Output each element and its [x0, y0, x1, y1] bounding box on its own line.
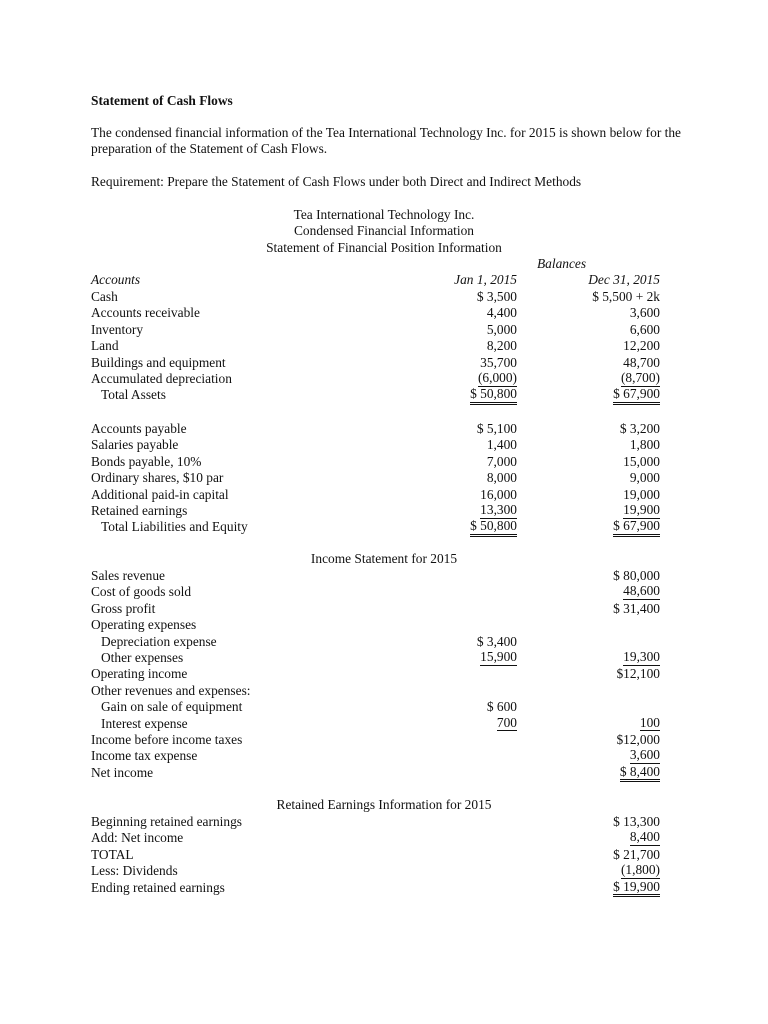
- assets-value-jan: $ 3,500: [476, 289, 517, 304]
- income-row-gain-on-sale-of-equipment: [91, 699, 661, 715]
- liabilities-row-bonds-payable-10: [91, 454, 661, 470]
- assets-row-cash: [91, 289, 661, 305]
- assets-value-jan: (6,000): [477, 370, 517, 385]
- assets-label: Cash: [91, 289, 118, 304]
- subtitle-financial-position: Statement of Financial Position Information: [266, 240, 502, 255]
- assets-value-dec: (8,700): [620, 370, 660, 385]
- liabilities-value-jan: $ 5,100: [476, 421, 517, 436]
- dec-column-header: Dec 31, 2015: [588, 272, 660, 287]
- income-value-c2: 100: [639, 714, 660, 730]
- subtitle-condensed: Condensed Financial Information: [294, 223, 474, 238]
- retained-value-c2: (1,800): [620, 862, 660, 878]
- income-row-income-tax-expense: [91, 748, 661, 764]
- income-label: Income tax expense: [91, 748, 198, 764]
- income-value-c2: 3,600: [629, 747, 660, 763]
- liabilities-value-dec: 1,800: [629, 437, 660, 453]
- retained-row-beginning-retained-earnings: [91, 814, 661, 830]
- income-value-c1: 15,900: [480, 649, 517, 664]
- liabilities-label: Ordinary shares, $10 par: [91, 470, 224, 486]
- income-row-sales-revenue: [91, 568, 661, 584]
- liabilities-label: Salaries payable: [91, 437, 179, 453]
- income-value-c1: $ 600: [486, 699, 517, 715]
- liabilities-row-accounts-payable: [91, 421, 661, 437]
- income-value-c2: $12,000: [616, 732, 660, 747]
- accounts-column-header: Accounts: [91, 272, 141, 287]
- assets-value-jan: 4,400: [486, 305, 517, 321]
- assets-label: Buildings and equipment: [91, 354, 226, 370]
- requirement-text: Requirement: Prepare the Statement of Cash Flows under both Direct and Indirect Methods: [91, 174, 582, 189]
- income-row-net-income: [91, 765, 661, 781]
- income-label: Income before income taxes: [91, 732, 243, 747]
- balances-label: Balances: [537, 256, 587, 271]
- retained-row-less-dividends: [91, 863, 661, 879]
- liabilities-value-dec: 15,000: [623, 453, 660, 469]
- document-heading: Statement of Cash Flows: [91, 93, 233, 108]
- retained-row-ending-retained-earnings: [91, 880, 661, 896]
- income-value-c2: $ 80,000: [613, 568, 660, 583]
- liabilities-value-dec: 9,000: [629, 470, 660, 486]
- assets-value-dec: 6,600: [629, 321, 660, 337]
- retained-row-total: [91, 847, 661, 863]
- income-row-other-revenues-and-expenses: [91, 683, 661, 699]
- assets-value-jan: 35,700: [480, 354, 517, 370]
- liabilities-label: Retained earnings: [91, 503, 188, 518]
- income-row-cost-of-goods-sold: [91, 584, 661, 600]
- liabilities-value-dec: 19,900: [623, 502, 660, 517]
- assets-value-jan: 8,200: [486, 338, 517, 354]
- liabilities-label: Accounts payable: [91, 421, 187, 436]
- income-row-interest-expense: [91, 716, 661, 732]
- intro-paragraph: The condensed financial information of the Tea International Technology Inc. for 2015 is shown below for the preparation of the Statement of Cash Flows.: [91, 125, 681, 157]
- assets-row-inventory: [91, 322, 661, 338]
- liabilities-value-jan: 7,000: [486, 453, 517, 469]
- retained-row-add-net-income: [91, 830, 661, 846]
- income-statement-title: Income Statement for 2015: [310, 551, 458, 566]
- retained-label: Beginning retained earnings: [91, 814, 242, 829]
- assets-value-jan: $ 50,800: [470, 387, 517, 405]
- assets-row-total-assets: [91, 387, 661, 403]
- liabilities-value-dec: $ 3,200: [619, 421, 660, 436]
- income-label: Other expenses: [101, 650, 184, 665]
- assets-row-accounts-receivable: [91, 305, 661, 321]
- income-value-c2: $ 8,400: [620, 765, 660, 783]
- retained-earnings-title: Retained Earnings Information for 2015: [276, 797, 492, 812]
- income-value-c2: 48,600: [623, 583, 660, 599]
- assets-value-dec: $ 67,900: [613, 387, 660, 405]
- liabilities-value-dec: 19,000: [623, 486, 660, 502]
- income-label: Interest expense: [101, 715, 188, 731]
- retained-value-c2: $ 21,700: [613, 846, 660, 862]
- retained-value-c2: $ 19,900: [613, 880, 660, 898]
- income-row-depreciation-expense: [91, 634, 661, 650]
- retained-label: Less: Dividends: [91, 863, 178, 879]
- assets-value-dec: $ 5,500 + 2k: [592, 289, 660, 304]
- liabilities-value-dec: $ 67,900: [613, 519, 660, 537]
- assets-value-dec: 48,700: [623, 354, 660, 370]
- retained-label: Ending retained earnings: [91, 879, 225, 895]
- assets-row-accumulated-depreciation: [91, 371, 661, 387]
- jan-column-header: Jan 1, 2015: [454, 272, 517, 287]
- income-label: Other revenues and expenses:: [91, 682, 251, 698]
- liabilities-row-salaries-payable: [91, 437, 661, 453]
- assets-label: Total Assets: [101, 387, 166, 403]
- assets-value-dec: 12,200: [623, 338, 660, 354]
- balances-header-row: [91, 256, 661, 272]
- assets-row-buildings-and-equipment: [91, 355, 661, 371]
- income-value-c1: $ 3,400: [476, 633, 517, 649]
- income-label: Net income: [91, 764, 154, 780]
- columns-header-row: [91, 272, 661, 288]
- income-value-c1: 700: [496, 714, 517, 730]
- assets-label: Land: [91, 338, 119, 354]
- retained-label: TOTAL: [91, 846, 134, 862]
- income-row-gross-profit: [91, 601, 661, 617]
- income-label: Cost of goods sold: [91, 584, 192, 600]
- assets-value-dec: 3,600: [629, 305, 660, 321]
- income-label: Operating income: [91, 666, 188, 682]
- income-label: Gross profit: [91, 600, 156, 616]
- income-row-other-expenses: [91, 650, 661, 666]
- liabilities-value-jan: 8,000: [486, 470, 517, 486]
- liabilities-row-ordinary-shares-10-par: [91, 470, 661, 486]
- liabilities-row-additional-paid-in-capital: [91, 487, 661, 503]
- liabilities-label: Total Liabilities and Equity: [101, 519, 248, 535]
- income-label: Sales revenue: [91, 568, 165, 583]
- assets-label: Accounts receivable: [91, 305, 200, 321]
- liabilities-label: Additional paid-in capital: [91, 486, 229, 502]
- income-label: Operating expenses: [91, 617, 197, 633]
- retained-label: Add: Net income: [91, 830, 184, 846]
- liabilities-value-jan: 13,300: [480, 502, 517, 517]
- assets-label: Accumulated depreciation: [91, 371, 232, 386]
- income-label: Gain on sale of equipment: [101, 699, 243, 715]
- income-row-operating-expenses: [91, 617, 661, 633]
- retained-value-c2: 8,400: [629, 829, 660, 845]
- liabilities-row-retained-earnings: [91, 503, 661, 519]
- liabilities-row-total-liabilities-and-equity: [91, 519, 661, 535]
- assets-label: Inventory: [91, 321, 144, 337]
- assets-row-land: [91, 338, 661, 354]
- liabilities-label: Bonds payable, 10%: [91, 453, 202, 469]
- retained-value-c2: $ 13,300: [613, 814, 660, 829]
- assets-value-jan: 5,000: [486, 321, 517, 337]
- liabilities-value-jan: $ 50,800: [470, 519, 517, 537]
- company-name: Tea International Technology Inc.: [293, 207, 475, 222]
- income-row-operating-income: [91, 666, 661, 682]
- liabilities-value-jan: 16,000: [480, 486, 517, 502]
- income-value-c2: 19,300: [623, 649, 660, 664]
- liabilities-value-jan: 1,400: [486, 437, 517, 453]
- income-row-income-before-income-taxes: [91, 732, 661, 748]
- income-value-c2: $ 31,400: [613, 600, 660, 616]
- income-value-c2: $12,100: [616, 666, 660, 682]
- income-label: Depreciation expense: [101, 633, 217, 649]
